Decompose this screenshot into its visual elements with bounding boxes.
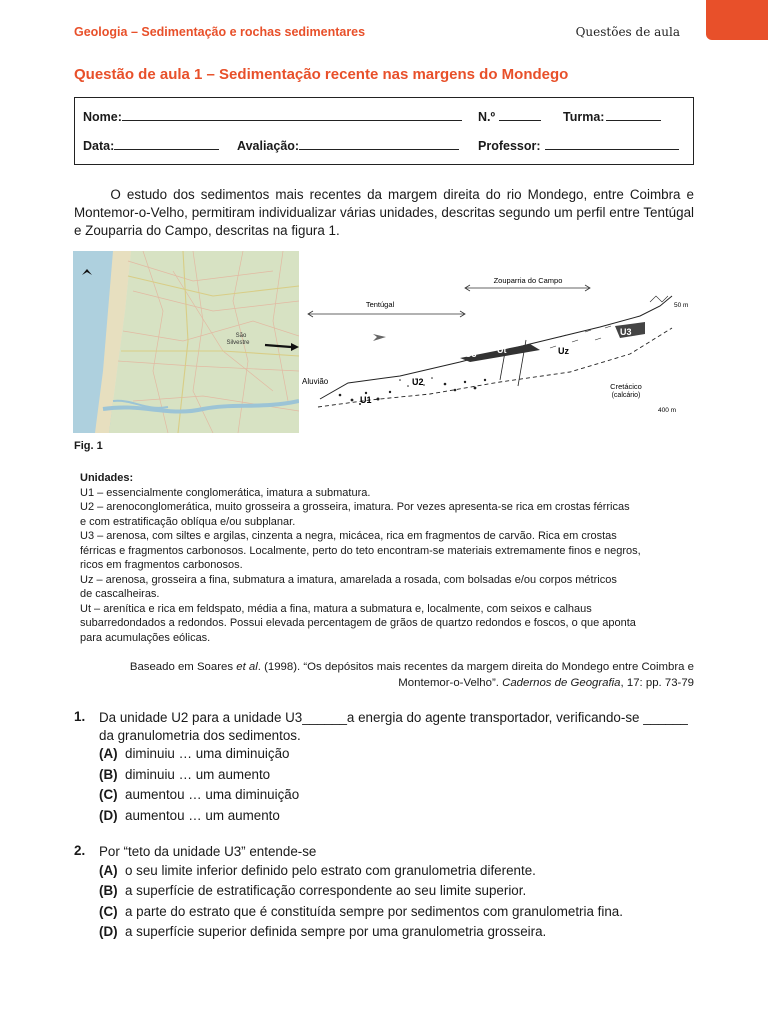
cretacico-label: Cretácico [610,382,642,391]
source-citation: Baseado em Soares et al. (1998). “Os depósitos mais recentes da margem direita do Mondego entre Coimbra e Montemor-o-Velho”. Cadernos de Geografia, 17: pp. 73-79 [129,661,694,689]
zouparria-label: Zouparria do Campo [493,276,563,285]
units-line: U1 – essencialmente conglomerática, imatura a submatura. [80,486,371,499]
header-subject: Geologia – Sedimentação e rochas sedimentares [74,25,366,39]
geologic-cross-section [300,262,695,434]
option-c[interactable]: (C) a parte do estrato que é constituída sempre por sedimentos com granulometria fina. [99,904,623,919]
avaliacao-field[interactable]: Avaliação: [237,138,459,153]
question-stem: Da unidade U2 para a unidade U3______a energia do agente transportador, verificando-se ______ da granulometria dos sedimentos. [99,710,688,743]
aluviao-label: Aluvião [302,377,329,386]
professor-field[interactable]: Professor: [478,138,679,153]
tentugal-label: Tentúgal [365,300,395,309]
turma-field[interactable]: Turma: [563,109,661,124]
units-line: de cascalheiras. [80,588,160,600]
units-line: férricas e fragmentos carbonosos. Localmente, perto do teto encontram-se materiais extremamente finos e negros, [80,544,641,557]
units-line: para acumulações eólicas. [80,631,211,644]
direction-arrow-icon [373,334,386,341]
header-type: Questões de aula [575,25,680,39]
units-line: Ut – arenítica e rica em feldspato, média a fina, matura a submatura e, localmente, com seixos e calhaus [80,602,592,615]
units-line: ricos em fragmentos carbonosos. [80,559,243,571]
data-field[interactable]: Data: [83,138,219,153]
calcario-label: (calcário) [611,392,641,399]
option-d[interactable]: (D) a superfície superior definida sempre por uma granulometria grosseira. [99,924,547,939]
location-map [73,251,299,433]
u1-label: U1 [360,395,372,405]
numero-field[interactable]: N.º [478,109,541,124]
option-a[interactable]: (A) o seu limite inferior definido pelo estrato com granulometria diferente. [99,863,536,878]
option-c[interactable]: (C) aumentou … uma diminuição [99,787,300,802]
corner-tab [706,0,768,40]
scale-400m: 400 m [658,407,677,414]
question-number: 2. [74,843,86,858]
units-line: subarredondados a redondos. Possui elevada percentagem de grãos de quartzo redondos e foscos, o que aponta [80,617,636,629]
ut-label: Ut [497,345,507,355]
nome-field[interactable]: Nome: [83,109,462,124]
option-b[interactable]: (B) diminuiu … um aumento [99,767,271,782]
question-number: 1. [74,709,86,724]
option-d[interactable]: (D) aumentou … um aumento [99,808,280,823]
u3-label-a: U3 [465,349,477,359]
u3-label-b: U3 [620,327,632,337]
map-place-1: São [235,333,247,339]
units-line: U3 – arenosa, com siltes e argilas, cinzenta a negra, micácea, rica em fragmentos de carvão. Rica em crostas [80,530,617,542]
units-legend [80,471,695,645]
figure-label: Fig. 1 [74,440,103,452]
option-b[interactable]: (B) a superfície de estratificação correspondente ao seu limite superior. [99,883,527,898]
student-id-box [74,97,694,165]
u2-label: U2 [412,377,424,387]
option-a[interactable]: (A) diminuiu … uma diminuição [99,746,290,761]
uz-label: Uz [558,346,569,356]
page-title: Questão de aula 1 – Sedimentação recente nas margens do Mondego [74,66,569,83]
units-line: U2 – arenoconglomerática, muito grosseira a grosseira, imatura. Por vezes apresenta-se rica em crostas férricas [80,501,630,513]
map-place-2: Silvestre [226,340,250,346]
question-stem: Por “teto da unidade U3” entende-se [99,844,317,859]
scale-50m: 50 m [674,302,689,309]
units-line: Uz – arenosa, grosseira a fina, submatura a imatura, amarelada a rosada, com bolsadas e/ou corpos métricos [80,573,617,586]
units-heading: Unidades: [80,472,134,484]
intro-paragraph: O estudo dos sedimentos mais recentes da margem direita do rio Mondego, entre Coimbra e Montemor-o-Velho, permitiram individualizar várias unidades, descritas segundo um perfil entre Tentúgal e Zouparria do Campo, descritas na figura 1. [74,187,694,238]
units-line: e com estratificação oblíqua e/ou subplanar. [80,515,296,528]
